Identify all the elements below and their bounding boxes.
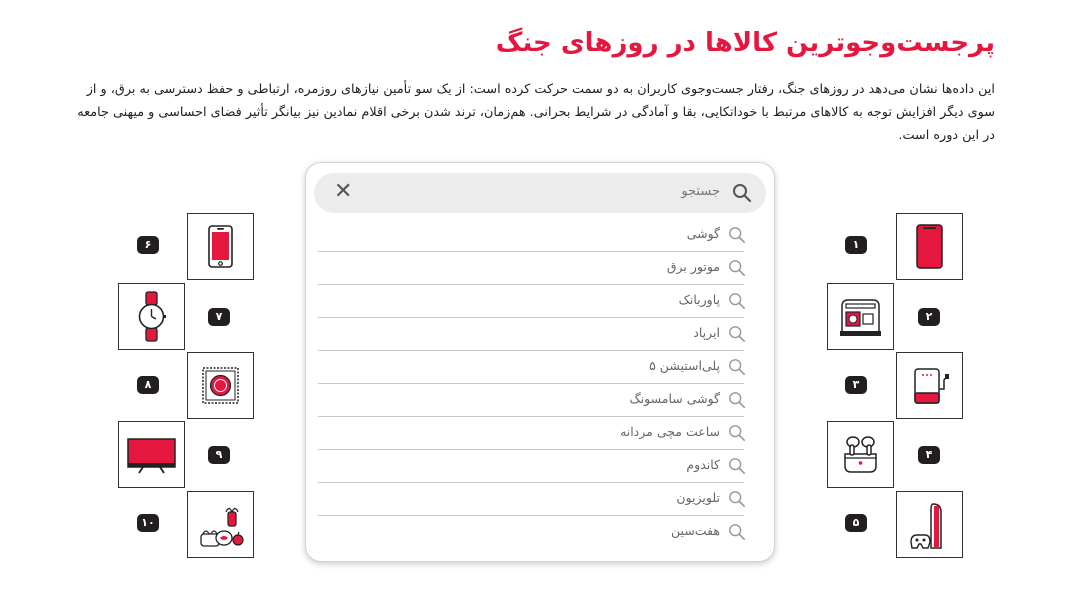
- product-box-3: [896, 352, 963, 419]
- product-box-5: [896, 491, 963, 558]
- search-icon: [728, 424, 746, 442]
- product-box-7: [118, 283, 185, 350]
- search-icon: [728, 325, 746, 343]
- haftsin-icon: [188, 492, 253, 557]
- search-result-label: گوشی: [686, 226, 720, 241]
- search-result-item[interactable]: [306, 318, 774, 351]
- search-result-label: پاوربانک: [678, 292, 720, 307]
- search-result-label: کاندوم: [686, 457, 720, 472]
- search-icon: [732, 183, 752, 203]
- playstation-icon: [897, 492, 962, 557]
- condom-icon: [188, 353, 253, 418]
- search-result-label: پلی‌استیشن ۵: [649, 358, 720, 373]
- search-icon: [728, 226, 746, 244]
- search-icon: [728, 259, 746, 277]
- product-box-4: [827, 421, 894, 488]
- smartphone-icon: [897, 214, 962, 279]
- article-title: پرجست‌وجوترین کالاها در روزهای جنگ: [495, 28, 995, 58]
- product-box-1: [896, 213, 963, 280]
- search-result-label: موتور برق: [666, 259, 720, 274]
- rank-badge: ۲: [918, 308, 940, 326]
- search-placeholder: جستجو: [681, 184, 720, 199]
- search-result-label: ایرپاد: [693, 325, 720, 340]
- product-box-6: [187, 213, 254, 280]
- search-icon: [728, 292, 746, 310]
- product-box-10: [187, 491, 254, 558]
- rank-badge: ۱۰: [137, 514, 159, 532]
- television-icon: [119, 422, 184, 487]
- search-icon: [728, 490, 746, 508]
- rank-badge: ۷: [208, 308, 230, 326]
- search-result-label: تلویزیون: [676, 490, 720, 505]
- search-result-item[interactable]: [306, 351, 774, 384]
- search-result-item[interactable]: [306, 252, 774, 285]
- rank-badge: ۳: [845, 376, 867, 394]
- product-box-8: [187, 352, 254, 419]
- rank-badge: ۴: [918, 446, 940, 464]
- rank-badge: ۸: [137, 376, 159, 394]
- rank-badge: ۱: [845, 236, 867, 254]
- phone-icon: [188, 214, 253, 279]
- generator-icon: [828, 284, 893, 349]
- rank-badge: ۶: [137, 236, 159, 254]
- search-icon: [728, 523, 746, 541]
- search-result-label: ساعت مچی مردانه: [620, 424, 720, 439]
- search-bar[interactable]: [314, 173, 766, 213]
- search-icon: [728, 358, 746, 376]
- airpods-icon: [828, 422, 893, 487]
- product-box-2: [827, 283, 894, 350]
- search-result-item[interactable]: [306, 516, 774, 549]
- search-result-label: هفت‌سین: [671, 523, 720, 538]
- search-result-item[interactable]: [306, 450, 774, 483]
- search-result-label: گوشی سامسونگ: [629, 391, 720, 406]
- wristwatch-icon: [119, 284, 184, 349]
- search-result-item[interactable]: [306, 285, 774, 318]
- search-result-item[interactable]: [306, 417, 774, 450]
- search-result-item[interactable]: [306, 384, 774, 417]
- search-icon: [728, 457, 746, 475]
- search-result-item[interactable]: [306, 219, 774, 252]
- product-box-9: [118, 421, 185, 488]
- powerbank-icon: [897, 353, 962, 418]
- rank-badge: ۹: [208, 446, 230, 464]
- search-icon: [728, 391, 746, 409]
- rank-badge: ۵: [845, 514, 867, 532]
- article-intro: این داده‌ها نشان می‌دهد در روزهای جنگ، رفتار جست‌وجوی کاربران به دو سمت حرکت کرده است: از یک سو تأمین نیازهای روزمره، ارتباطی و حفظ دسترسی به برق، و از سوی دیگر افزایش توجه به کالاهای مرتبط با خوداتکایی، بقا و آمادگی در شرایط بحرانی. هم‌زمان، ترند شدن برخی اقلام نمادین نیز بیانگر تأثیر فضای احساسی و میهنی جامعه در این دوره است.: [77, 82, 995, 143]
- close-icon[interactable]: ✕: [334, 179, 353, 204]
- search-result-item[interactable]: [306, 483, 774, 516]
- search-panel: [305, 162, 775, 562]
